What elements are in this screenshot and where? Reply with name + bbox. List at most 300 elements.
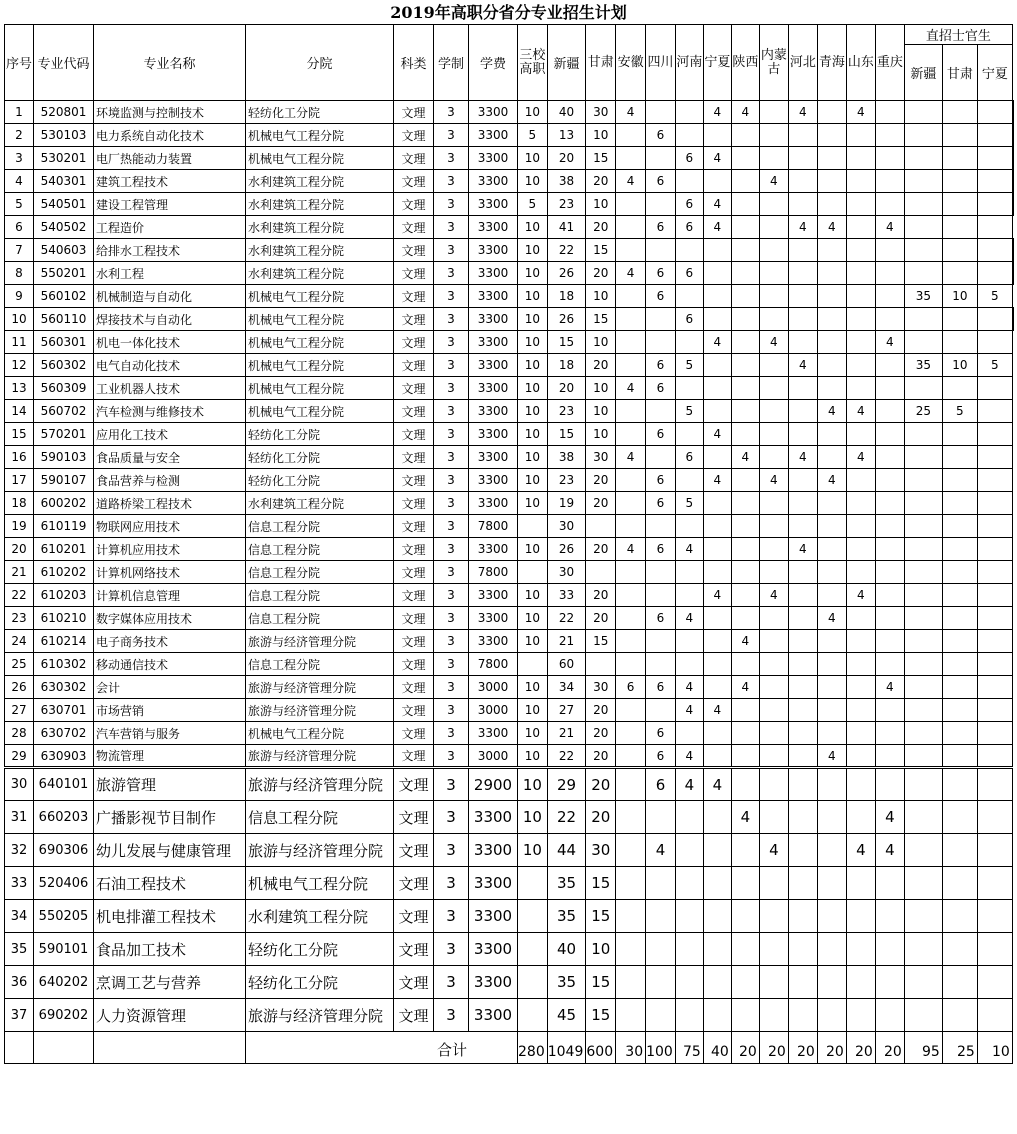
cell-gansu: 20 [586, 801, 616, 834]
cell-fee: 3300 [469, 607, 518, 630]
cell-college: 机械电气工程分院 [246, 308, 394, 331]
table-row [5, 676, 1014, 699]
cell-category: 文理 [394, 699, 434, 722]
cell-direct-xinjiang [904, 834, 942, 867]
cell-fee: 3300 [469, 285, 518, 308]
cell-hebei [788, 933, 817, 966]
cell-index: 24 [5, 630, 34, 653]
cell-anhui [616, 584, 646, 607]
cell-henan [675, 834, 703, 867]
cell-qinghai [817, 584, 846, 607]
cell-anhui [616, 354, 646, 377]
cell-henan [675, 515, 703, 538]
cell-shaanxi [731, 999, 759, 1032]
cell-name: 汽车营销与服务 [94, 722, 246, 745]
cell-years: 3 [434, 801, 469, 834]
cell-direct-gansu: 10 [942, 285, 977, 308]
cell-years: 3 [434, 722, 469, 745]
header-direct-xinjiang: 新疆 [904, 45, 942, 101]
cell-three-school: 10 [518, 308, 548, 331]
table-row [5, 900, 1014, 933]
cell-fee: 3300 [469, 933, 518, 966]
cell-xinjiang: 22 [547, 607, 586, 630]
cell-code: 610203 [34, 584, 94, 607]
cell-three-school: 5 [518, 193, 548, 216]
cell-sichuan: 6 [646, 768, 676, 801]
cell-direct-ningxia [977, 423, 1012, 446]
cell-category: 文理 [394, 538, 434, 561]
cell-category: 文理 [394, 377, 434, 400]
cell-direct-xinjiang [904, 630, 942, 653]
cell-code: 630701 [34, 699, 94, 722]
cell-henan: 6 [675, 262, 703, 285]
cell-qinghai [817, 170, 846, 193]
cell-college: 旅游与经济管理分院 [246, 630, 394, 653]
cell-anhui [616, 492, 646, 515]
cell-gansu: 10 [586, 285, 616, 308]
cell-qinghai [817, 423, 846, 446]
cell-name: 食品加工技术 [94, 933, 246, 966]
cell-ningxia [703, 124, 731, 147]
cell-anhui [616, 124, 646, 147]
cell-sichuan [646, 999, 676, 1032]
cell-gansu: 20 [586, 607, 616, 630]
cell-years: 3 [434, 446, 469, 469]
cell-xinjiang: 45 [547, 999, 586, 1032]
cell-qinghai [817, 285, 846, 308]
cell-name: 移动通信技术 [94, 653, 246, 676]
cell-ningxia [703, 653, 731, 676]
cell-code: 610210 [34, 607, 94, 630]
cell-xinjiang: 38 [547, 170, 586, 193]
cell-ningxia [703, 966, 731, 999]
cell-code: 590101 [34, 933, 94, 966]
cell-shandong [846, 630, 875, 653]
cell-direct-gansu [942, 124, 977, 147]
cell-shaanxi [731, 423, 759, 446]
table-row [5, 745, 1014, 768]
table-row [5, 630, 1014, 653]
cell-direct-ningxia [977, 584, 1012, 607]
cell-ningxia [703, 867, 731, 900]
cell [1012, 262, 1013, 285]
cell-ningxia: 4 [703, 101, 731, 124]
cell-college: 机械电气工程分院 [246, 377, 394, 400]
cell-name: 计算机网络技术 [94, 561, 246, 584]
cell-anhui [616, 469, 646, 492]
cell-code: 540501 [34, 193, 94, 216]
cell-index: 15 [5, 423, 34, 446]
cell-index: 10 [5, 308, 34, 331]
cell-gansu: 30 [586, 676, 616, 699]
cell-hebei [788, 900, 817, 933]
cell-direct-xinjiang [904, 900, 942, 933]
cell-category: 文理 [394, 801, 434, 834]
cell-years: 3 [434, 933, 469, 966]
cell-direct-ningxia [977, 377, 1012, 400]
cell-direct-xinjiang [904, 170, 942, 193]
cell-qinghai [817, 124, 846, 147]
cell-shaanxi [731, 216, 759, 239]
cell-gansu: 20 [586, 216, 616, 239]
cell-fee: 3300 [469, 834, 518, 867]
cell-years: 3 [434, 630, 469, 653]
cell-three-school: 10 [518, 285, 548, 308]
cell-direct-ningxia [977, 170, 1012, 193]
cell-three-school: 10 [518, 607, 548, 630]
cell-neimenggu [759, 801, 788, 834]
cell-shandong [846, 469, 875, 492]
cell-direct-xinjiang [904, 262, 942, 285]
cell-college: 旅游与经济管理分院 [246, 999, 394, 1032]
cell-index: 16 [5, 446, 34, 469]
cell [1012, 193, 1013, 216]
cell-xinjiang: 22 [547, 801, 586, 834]
total-value: 20 [731, 1032, 759, 1064]
cell-fee: 3300 [469, 900, 518, 933]
table-row [5, 561, 1014, 584]
cell-category: 文理 [394, 900, 434, 933]
cell-henan: 4 [675, 699, 703, 722]
cell-category: 文理 [394, 515, 434, 538]
cell-xinjiang: 35 [547, 867, 586, 900]
cell-sichuan: 6 [646, 492, 676, 515]
cell-chongqing [875, 699, 904, 722]
cell-fee: 3300 [469, 147, 518, 170]
cell-three-school: 10 [518, 216, 548, 239]
cell-neimenggu [759, 515, 788, 538]
cell-gansu: 20 [586, 538, 616, 561]
cell-sichuan: 6 [646, 423, 676, 446]
cell-years: 3 [434, 216, 469, 239]
cell-henan: 6 [675, 193, 703, 216]
cell-three-school: 10 [518, 699, 548, 722]
cell-shandong: 4 [846, 584, 875, 607]
cell-anhui [616, 745, 646, 768]
header-province-gansu: 甘肃 [586, 25, 616, 101]
cell-years: 3 [434, 262, 469, 285]
cell-neimenggu [759, 538, 788, 561]
cell-name: 市场营销 [94, 699, 246, 722]
cell-shandong [846, 768, 875, 801]
cell-gansu: 20 [586, 699, 616, 722]
cell-direct-ningxia [977, 607, 1012, 630]
cell-index: 6 [5, 216, 34, 239]
cell-anhui [616, 630, 646, 653]
cell-direct-gansu [942, 170, 977, 193]
cell-gansu: 20 [586, 722, 616, 745]
cell-sichuan [646, 193, 676, 216]
cell-direct-gansu [942, 308, 977, 331]
cell-direct-ningxia: 5 [977, 354, 1012, 377]
cell-hebei [788, 630, 817, 653]
table-row [5, 331, 1014, 354]
cell-code: 610201 [34, 538, 94, 561]
cell-fee: 3300 [469, 584, 518, 607]
cell-direct-gansu: 5 [942, 400, 977, 423]
cell-direct-ningxia [977, 745, 1012, 768]
cell-years: 3 [434, 653, 469, 676]
cell-direct-xinjiang [904, 561, 942, 584]
cell-anhui [616, 722, 646, 745]
cell-college: 信息工程分院 [246, 538, 394, 561]
cell-direct-ningxia [977, 101, 1012, 124]
cell-chongqing [875, 377, 904, 400]
cell-college: 轻纺化工分院 [246, 423, 394, 446]
header-province-henan: 河南 [675, 25, 703, 101]
cell-sichuan [646, 515, 676, 538]
cell-three-school: 10 [518, 630, 548, 653]
cell-direct-ningxia [977, 216, 1012, 239]
cell-college: 轻纺化工分院 [246, 446, 394, 469]
cell-shandong [846, 239, 875, 262]
cell-direct-xinjiang [904, 377, 942, 400]
cell-three-school: 10 [518, 239, 548, 262]
cell-years: 3 [434, 834, 469, 867]
cell-hebei [788, 745, 817, 768]
cell-xinjiang: 15 [547, 423, 586, 446]
cell-xinjiang: 13 [547, 124, 586, 147]
cell-years: 3 [434, 285, 469, 308]
cell-fee: 2900 [469, 768, 518, 801]
cell-anhui [616, 239, 646, 262]
cell-category: 文理 [394, 676, 434, 699]
cell-name: 应用化工技术 [94, 423, 246, 446]
cell-college: 信息工程分院 [246, 653, 394, 676]
cell-chongqing [875, 966, 904, 999]
cell-fee: 7800 [469, 561, 518, 584]
cell-direct-xinjiang [904, 515, 942, 538]
cell-neimenggu [759, 262, 788, 285]
cell-qinghai [817, 999, 846, 1032]
cell-code: 590107 [34, 469, 94, 492]
cell-direct-gansu [942, 607, 977, 630]
cell-qinghai: 4 [817, 607, 846, 630]
cell-ningxia [703, 262, 731, 285]
cell-code: 660203 [34, 801, 94, 834]
cell-three-school [518, 653, 548, 676]
table-row [5, 867, 1014, 900]
cell-neimenggu: 4 [759, 170, 788, 193]
cell-shaanxi [731, 900, 759, 933]
cell-ningxia [703, 446, 731, 469]
cell-chongqing [875, 900, 904, 933]
cell-college: 轻纺化工分院 [246, 966, 394, 999]
cell-code: 590103 [34, 446, 94, 469]
cell-chongqing [875, 999, 904, 1032]
table-body [5, 101, 1014, 1064]
cell-name: 工业机器人技术 [94, 377, 246, 400]
cell-category: 文理 [394, 170, 434, 193]
cell-hebei: 4 [788, 354, 817, 377]
cell-three-school: 10 [518, 170, 548, 193]
cell-neimenggu [759, 722, 788, 745]
cell-hebei [788, 492, 817, 515]
cell-anhui [616, 308, 646, 331]
cell-years: 3 [434, 400, 469, 423]
cell-neimenggu [759, 745, 788, 768]
cell-category: 文理 [394, 561, 434, 584]
cell-shandong [846, 492, 875, 515]
cell-category: 文理 [394, 147, 434, 170]
cell-shaanxi [731, 768, 759, 801]
cell-direct-ningxia [977, 768, 1012, 801]
cell-shaanxi [731, 745, 759, 768]
cell-college: 机械电气工程分院 [246, 722, 394, 745]
table-row [5, 834, 1014, 867]
cell-fee: 3300 [469, 400, 518, 423]
cell-index: 12 [5, 354, 34, 377]
cell-neimenggu [759, 561, 788, 584]
cell-college: 机械电气工程分院 [246, 867, 394, 900]
table-row [5, 377, 1014, 400]
cell-three-school: 10 [518, 745, 548, 768]
cell-three-school: 10 [518, 768, 548, 801]
cell-shaanxi [731, 193, 759, 216]
cell-shandong [846, 354, 875, 377]
cell-shandong [846, 745, 875, 768]
cell-name: 道路桥梁工程技术 [94, 492, 246, 515]
cell-gansu: 15 [586, 867, 616, 900]
cell-name: 电力系统自动化技术 [94, 124, 246, 147]
cell-hebei [788, 699, 817, 722]
cell-xinjiang: 23 [547, 469, 586, 492]
cell-shandong [846, 308, 875, 331]
cell-neimenggu [759, 400, 788, 423]
cell-ningxia [703, 834, 731, 867]
cell-ningxia [703, 170, 731, 193]
cell-neimenggu [759, 423, 788, 446]
cell-sichuan: 6 [646, 469, 676, 492]
cell-neimenggu [759, 867, 788, 900]
cell-three-school [518, 999, 548, 1032]
cell-direct-ningxia [977, 561, 1012, 584]
cell-xinjiang: 15 [547, 331, 586, 354]
cell-xinjiang: 21 [547, 630, 586, 653]
cell-qinghai [817, 492, 846, 515]
cell-three-school: 5 [518, 124, 548, 147]
cell-hebei [788, 515, 817, 538]
cell-ningxia: 4 [703, 423, 731, 446]
cell-three-school: 10 [518, 538, 548, 561]
cell-name: 物流管理 [94, 745, 246, 768]
cell-ningxia [703, 745, 731, 768]
cell-index: 33 [5, 867, 34, 900]
cell-qinghai [817, 515, 846, 538]
cell-direct-xinjiang [904, 745, 942, 768]
cell-xinjiang: 26 [547, 308, 586, 331]
cell-college: 水利建筑工程分院 [246, 492, 394, 515]
cell-ningxia [703, 676, 731, 699]
cell-fee: 3300 [469, 966, 518, 999]
cell-code: 540502 [34, 216, 94, 239]
cell-category: 文理 [394, 216, 434, 239]
cell-name: 广播影视节目制作 [94, 801, 246, 834]
header-three-school: 三校高职 [518, 25, 548, 101]
cell-code: 560309 [34, 377, 94, 400]
cell-fee: 3300 [469, 538, 518, 561]
cell-years: 3 [434, 239, 469, 262]
table-row [5, 607, 1014, 630]
cell-hebei [788, 285, 817, 308]
cell-sichuan [646, 446, 676, 469]
cell-hebei [788, 469, 817, 492]
cell-fee: 3300 [469, 423, 518, 446]
cell-gansu: 15 [586, 147, 616, 170]
cell-sichuan: 6 [646, 607, 676, 630]
cell-fee: 3300 [469, 999, 518, 1032]
cell-index: 25 [5, 653, 34, 676]
cell-college: 机械电气工程分院 [246, 285, 394, 308]
cell-years: 3 [434, 900, 469, 933]
cell-index: 20 [5, 538, 34, 561]
cell-name: 建筑工程技术 [94, 170, 246, 193]
cell-fee: 3300 [469, 722, 518, 745]
cell-index: 28 [5, 722, 34, 745]
total-label: 合计 [246, 1032, 518, 1064]
cell-henan [675, 966, 703, 999]
cell-index: 30 [5, 768, 34, 801]
total-value: 40 [703, 1032, 731, 1064]
cell-qinghai [817, 239, 846, 262]
cell-name: 机电排灌工程技术 [94, 900, 246, 933]
cell-three-school: 10 [518, 262, 548, 285]
cell-qinghai [817, 900, 846, 933]
cell-henan [675, 239, 703, 262]
cell-college: 轻纺化工分院 [246, 469, 394, 492]
cell-direct-gansu [942, 239, 977, 262]
cell-years: 3 [434, 147, 469, 170]
cell-sichuan [646, 308, 676, 331]
cell-anhui [616, 768, 646, 801]
cell-direct-xinjiang [904, 492, 942, 515]
cell-shandong: 4 [846, 834, 875, 867]
cell-sichuan [646, 933, 676, 966]
cell-shandong [846, 193, 875, 216]
cell-years: 3 [434, 308, 469, 331]
cell-code: 610214 [34, 630, 94, 653]
cell-xinjiang: 44 [547, 834, 586, 867]
cell-name: 烹调工艺与营养 [94, 966, 246, 999]
header-province-qinghai: 青海 [817, 25, 846, 101]
cell-direct-ningxia [977, 676, 1012, 699]
cell-code: 540301 [34, 170, 94, 193]
cell-qinghai [817, 446, 846, 469]
cell-neimenggu: 4 [759, 469, 788, 492]
cell-shaanxi [731, 308, 759, 331]
cell-fee: 3300 [469, 377, 518, 400]
cell-category: 文理 [394, 966, 434, 999]
cell-shaanxi [731, 834, 759, 867]
cell-shandong [846, 124, 875, 147]
cell-anhui: 4 [616, 538, 646, 561]
cell-qinghai [817, 308, 846, 331]
table-row [5, 423, 1014, 446]
cell-category: 文理 [394, 354, 434, 377]
cell-category: 文理 [394, 400, 434, 423]
cell-henan [675, 170, 703, 193]
cell-neimenggu [759, 933, 788, 966]
cell-henan [675, 124, 703, 147]
cell-index: 29 [5, 745, 34, 768]
table-row [5, 124, 1014, 147]
cell-ningxia [703, 354, 731, 377]
cell-shandong [846, 699, 875, 722]
cell-anhui [616, 699, 646, 722]
cell-shandong: 4 [846, 101, 875, 124]
table-row [5, 653, 1014, 676]
cell-qinghai [817, 768, 846, 801]
